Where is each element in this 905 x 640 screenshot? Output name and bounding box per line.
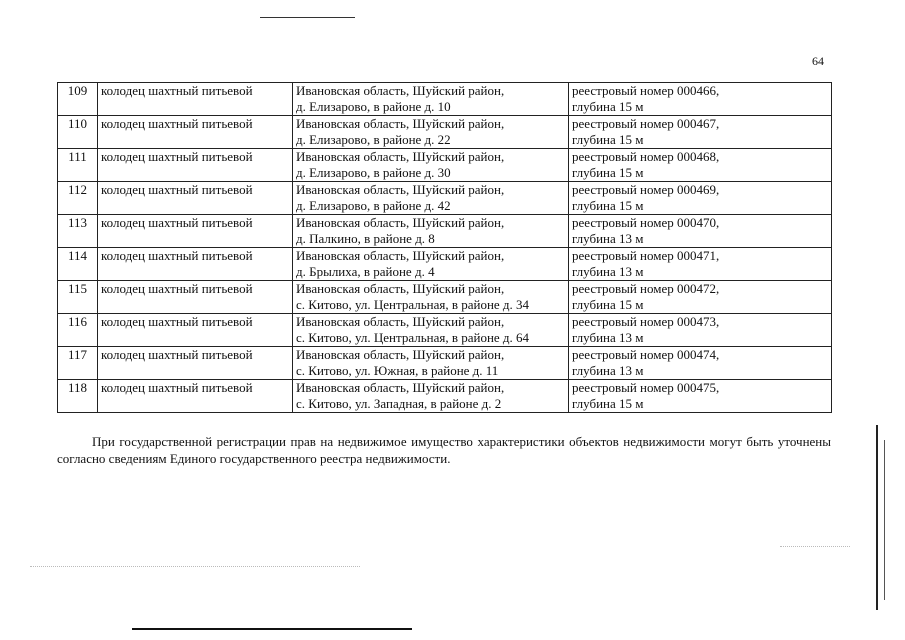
table-row xyxy=(58,83,832,116)
row-number: 115 xyxy=(67,281,88,296)
object-name: колодец шахтный питьевой xyxy=(101,116,253,131)
depth: глубина 15 м xyxy=(572,132,644,147)
registry-number: реестровый номер 000469, xyxy=(572,182,720,197)
address-cell xyxy=(293,248,569,281)
characteristics-cell xyxy=(569,182,832,215)
row-number: 110 xyxy=(67,116,88,131)
object-name-cell xyxy=(98,116,293,149)
depth: глубина 13 м xyxy=(572,231,644,246)
address-line-1: Ивановская область, Шуйский район, xyxy=(296,314,505,329)
scan-artifact-line xyxy=(884,440,885,600)
object-name-cell xyxy=(98,149,293,182)
depth: глубина 13 м xyxy=(572,264,644,279)
page-number: 64 xyxy=(812,54,824,68)
table-row xyxy=(58,380,832,413)
registry-number: реестровый номер 000474, xyxy=(572,347,720,362)
address-cell xyxy=(293,149,569,182)
registry-number: реестровый номер 000471, xyxy=(572,248,720,263)
object-name: колодец шахтный питьевой xyxy=(101,281,253,296)
address-cell xyxy=(293,182,569,215)
table-row xyxy=(58,281,832,314)
scan-artifact-dots xyxy=(780,546,850,548)
scan-artifact-line xyxy=(876,425,878,610)
depth: глубина 15 м xyxy=(572,198,644,213)
row-number-cell xyxy=(58,83,98,116)
characteristics-cell xyxy=(569,83,832,116)
registry-number: реестровый номер 000472, xyxy=(572,281,720,296)
scan-artifact-dots xyxy=(30,566,360,568)
address-line-2: д. Елизарово, в районе д. 10 xyxy=(296,99,451,114)
row-number-cell xyxy=(58,347,98,380)
row-number-cell xyxy=(58,215,98,248)
address-line-2: д. Брылиха, в районе д. 4 xyxy=(296,264,435,279)
row-number: 111 xyxy=(68,149,87,164)
row-number: 118 xyxy=(67,380,88,395)
table-row xyxy=(58,182,832,215)
address-line-2: с. Китово, ул. Западная, в районе д. 2 xyxy=(296,396,502,411)
row-number: 114 xyxy=(67,248,88,263)
table-row xyxy=(58,314,832,347)
object-name-cell xyxy=(98,347,293,380)
address-line-2: д. Палкино, в районе д. 8 xyxy=(296,231,435,246)
address-line-2: д. Елизарово, в районе д. 42 xyxy=(296,198,451,213)
address-line-1: Ивановская область, Шуйский район, xyxy=(296,116,505,131)
row-number: 117 xyxy=(67,347,88,362)
note-text: При государственной регистрации прав на недвижимое имущество характеристики объектов недвижимости могут быть уточнены согласно сведениям Единого государственного реестра недвижимости. xyxy=(57,434,831,466)
address-line-1: Ивановская область, Шуйский район, xyxy=(296,347,505,362)
row-number-cell xyxy=(58,281,98,314)
address-line-1: Ивановская область, Шуйский район, xyxy=(296,380,505,395)
table-row xyxy=(58,116,832,149)
address-line-1: Ивановская область, Шуйский район, xyxy=(296,215,505,230)
registry-number: реестровый номер 000475, xyxy=(572,380,720,395)
row-number-cell xyxy=(58,149,98,182)
object-name-cell xyxy=(98,83,293,116)
object-name: колодец шахтный питьевой xyxy=(101,347,253,362)
depth: глубина 13 м xyxy=(572,363,644,378)
table-row xyxy=(58,215,832,248)
depth: глубина 15 м xyxy=(572,165,644,180)
scan-artifact-line xyxy=(132,628,412,630)
wells-table xyxy=(57,82,832,413)
row-number-cell xyxy=(58,380,98,413)
address-cell xyxy=(293,215,569,248)
row-number: 109 xyxy=(67,83,88,98)
object-name: колодец шахтный питьевой xyxy=(101,182,253,197)
characteristics-cell xyxy=(569,347,832,380)
address-line-1: Ивановская область, Шуйский район, xyxy=(296,149,505,164)
address-cell xyxy=(293,314,569,347)
registry-number: реестровый номер 000466, xyxy=(572,83,720,98)
row-number-cell xyxy=(58,314,98,347)
address-line-2: с. Китово, ул. Южная, в районе д. 11 xyxy=(296,363,499,378)
row-number: 112 xyxy=(67,182,88,197)
top-rule xyxy=(260,17,355,18)
registry-number: реестровый номер 000468, xyxy=(572,149,720,164)
object-name: колодец шахтный питьевой xyxy=(101,149,253,164)
address-line-2: с. Китово, ул. Центральная, в районе д. 64 xyxy=(296,330,530,345)
characteristics-cell xyxy=(569,281,832,314)
address-line-2: д. Елизарово, в районе д. 30 xyxy=(296,165,451,180)
registry-number: реестровый номер 000473, xyxy=(572,314,720,329)
characteristics-cell xyxy=(569,380,832,413)
row-number: 113 xyxy=(67,215,88,230)
table-row xyxy=(58,347,832,380)
characteristics-cell xyxy=(569,215,832,248)
characteristics-cell xyxy=(569,248,832,281)
address-cell xyxy=(293,347,569,380)
row-number-cell xyxy=(58,182,98,215)
characteristics-cell xyxy=(569,149,832,182)
object-name-cell xyxy=(98,248,293,281)
address-line-2: д. Елизарово, в районе д. 22 xyxy=(296,132,451,147)
registry-number: реестровый номер 000470, xyxy=(572,215,720,230)
registration-note xyxy=(57,433,831,467)
object-name: колодец шахтный питьевой xyxy=(101,83,253,98)
table-row xyxy=(58,248,832,281)
depth: глубина 15 м xyxy=(572,396,644,411)
address-line-2: с. Китово, ул. Центральная, в районе д. 34 xyxy=(296,297,530,312)
object-name: колодец шахтный питьевой xyxy=(101,314,253,329)
address-line-1: Ивановская область, Шуйский район, xyxy=(296,182,505,197)
row-number-cell xyxy=(58,116,98,149)
depth: глубина 15 м xyxy=(572,99,644,114)
object-name: колодец шахтный питьевой xyxy=(101,215,253,230)
row-number: 116 xyxy=(67,314,88,329)
row-number-cell xyxy=(58,248,98,281)
depth: глубина 15 м xyxy=(572,297,644,312)
object-name-cell xyxy=(98,215,293,248)
object-name-cell xyxy=(98,380,293,413)
depth: глубина 13 м xyxy=(572,330,644,345)
address-line-1: Ивановская область, Шуйский район, xyxy=(296,248,505,263)
address-cell xyxy=(293,116,569,149)
address-line-1: Ивановская область, Шуйский район, xyxy=(296,83,505,98)
address-line-1: Ивановская область, Шуйский район, xyxy=(296,281,505,296)
object-name-cell xyxy=(98,182,293,215)
address-cell xyxy=(293,281,569,314)
object-name-cell xyxy=(98,314,293,347)
object-name: колодец шахтный питьевой xyxy=(101,248,253,263)
table-body xyxy=(58,83,832,413)
object-name: колодец шахтный питьевой xyxy=(101,380,253,395)
object-name-cell xyxy=(98,281,293,314)
characteristics-cell xyxy=(569,314,832,347)
registry-number: реестровый номер 000467, xyxy=(572,116,720,131)
table-row xyxy=(58,149,832,182)
characteristics-cell xyxy=(569,116,832,149)
address-cell xyxy=(293,380,569,413)
address-cell xyxy=(293,83,569,116)
